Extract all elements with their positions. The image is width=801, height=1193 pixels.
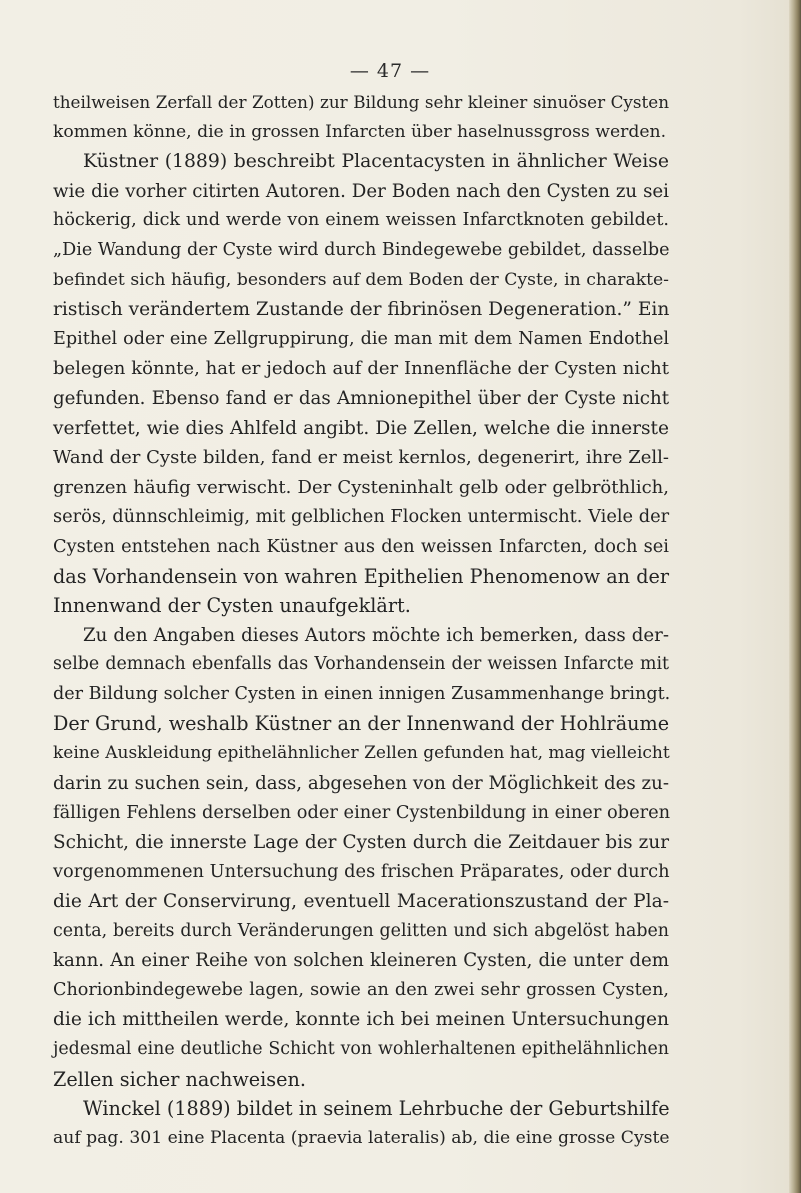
text-line: Chorionbindegewebe lagen, sowie an den zwei sehr grossen Cysten, [53, 979, 669, 1000]
text-line: Der Grund, weshalb Küstner an der Innenwand der Hohlräume [53, 712, 670, 736]
text-line: belegen könnte, hat er jedoch auf der Innenfläche der Cysten nicht [53, 358, 669, 380]
text-line: darin zu suchen sein, dass, abgesehen von der Möglichkeit des zu- [53, 772, 669, 794]
text-line: der Bildung solcher Cysten in einen innigen Zusammenhange bringt. [53, 683, 671, 704]
page-edge [789, 0, 801, 1193]
text-line: kann. An einer Reihe von solchen kleineren Cysten, die unter dem [53, 950, 669, 972]
text-line: Wand der Cyste bilden, fand er meist kernlos, degenerirt, ihre Zell- [53, 447, 669, 469]
text-line: keine Auskleidung epithelähnlicher Zellen gefunden hat, mag vielleicht [53, 743, 670, 764]
text-line: kommen könne, die in grossen Infarcten über haselnussgross werden. [53, 121, 667, 142]
text-line: Zellen sicher nachweisen. [53, 1067, 306, 1091]
text-line: ristisch verändertem Zustande der fibrinösen Degeneration.” Ein [53, 299, 670, 321]
text-line: Innenwand der Cysten unaufgeklärt. [53, 594, 411, 618]
text-line: das Vorhandensein von wahren Epithelien Phenomenow an der [53, 564, 669, 588]
text-line: jedesmal eine deutliche Schicht von wohlerhaltenen epithelähnlichen [53, 1039, 669, 1059]
text-line: theilweisen Zerfall der Zotten) zur Bildung sehr kleiner sinuöser Cysten [53, 92, 669, 112]
text-line: befindet sich häufig, besonders auf dem Boden der Cyste, in charakte- [53, 269, 669, 290]
text-line: höckerig, dick und werde von einem weissen Infarctknoten gebildet. [53, 210, 669, 231]
text-line: die Art der Conservirung, eventuell Macerationszustand der Pla- [53, 891, 669, 913]
text-line: Epithel oder eine Zellgruppirung, die man mit dem Namen Endothel [53, 328, 669, 349]
text-line: Cysten entstehen nach Küstner aus den weissen Infarcten, doch sei [53, 535, 669, 557]
text-line: Schicht, die innerste Lage der Cysten durch die Zeitdauer bis zur [53, 831, 669, 853]
text-line: centa, bereits durch Veränderungen gelitten und sich abgelöst haben [53, 920, 669, 941]
body-text [53, 88, 669, 1153]
text-line: Küstner (1889) beschreibt Placentacysten in ähnlicher Weise [83, 151, 669, 173]
text-line: auf pag. 301 eine Placenta (praevia lateralis) ab, die eine grosse Cyste [53, 1127, 670, 1148]
text-line: selbe demnach ebenfalls das Vorhandensein der weissen Infarcte mit [53, 654, 669, 675]
text-line: die ich mittheilen werde, konnte ich bei meinen Untersuchungen [53, 1009, 669, 1031]
text-line: wie die vorher citirten Autoren. Der Boden nach den Cysten zu sei [53, 180, 669, 202]
text-line: „Die Wandung der Cyste wird durch Bindegewebe gebildet, dasselbe [53, 239, 670, 260]
text-line: gefunden. Ebenso fand er das Amnionepithel über der Cyste nicht [53, 387, 669, 409]
text-line: fälligen Fehlens derselben oder einer Cystenbildung in einer oberen [53, 802, 671, 824]
text-line: Zu den Angaben dieses Autors möchte ich bemerken, dass der- [83, 624, 669, 646]
text-line: grenzen häufig verwischt. Der Cysteninhalt gelb oder gelbröthlich, [53, 476, 669, 498]
text-line: serös, dünnschleimig, mit gelblichen Flocken untermischt. Viele der [53, 506, 670, 528]
text-line: Winckel (1889) bildet in seinem Lehrbuche der Geburtshilfe [83, 1097, 670, 1121]
text-line: vorgenommenen Untersuchung des frischen Präparates, oder durch [53, 861, 670, 883]
text-line: verfettet, wie dies Ahlfeld angibt. Die Zellen, welche die innerste [53, 417, 669, 439]
page-number: — 47 — [349, 60, 431, 82]
